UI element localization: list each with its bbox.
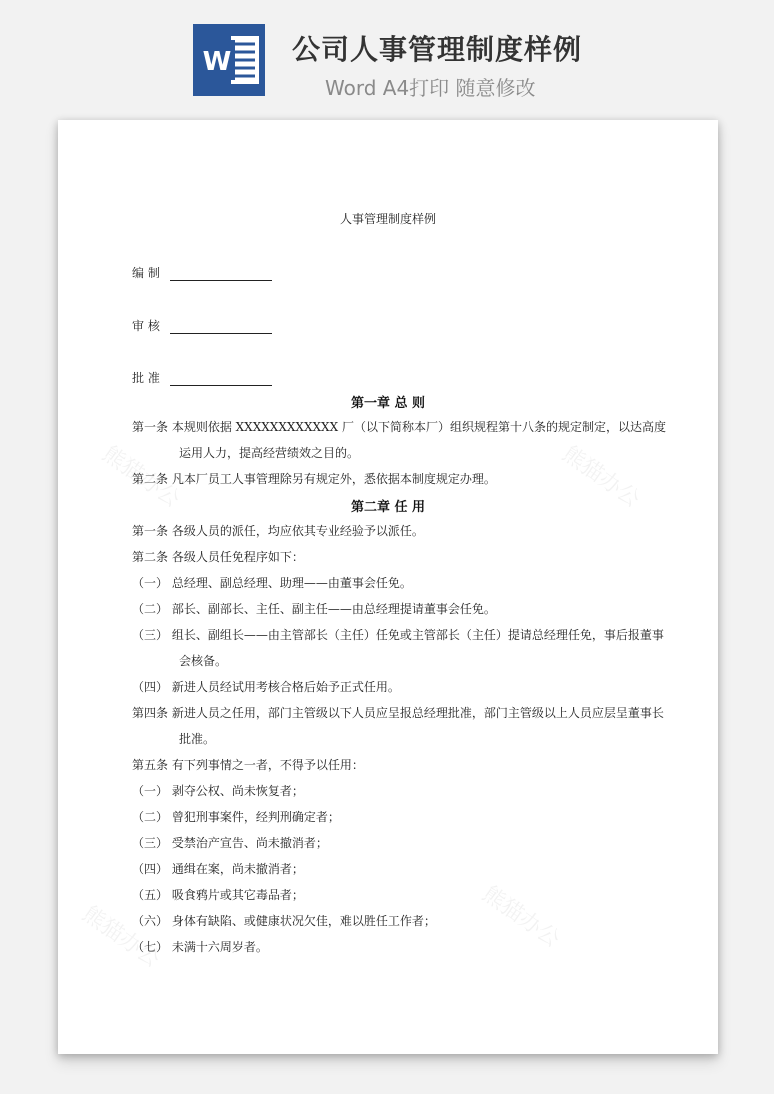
signature-label: 审 核 xyxy=(132,319,160,333)
paragraph-line: （二） 曾犯刑事案件，经判刑确定者； xyxy=(132,810,340,824)
signature-row-review xyxy=(132,317,272,334)
paragraph-line: 第五条 有下列事情之一者，不得予以任用： xyxy=(132,758,364,772)
paragraph-line: （二） 部长、副部长、主任、副主任——由总经理提请董事会任免。 xyxy=(132,602,496,616)
paragraph-line: 第一条 本规则依据 XXXXXXXXXXXX 厂（以下简称本厂）组织规程第十八条的规定制定，以达高度 xyxy=(132,420,666,434)
paragraph-line: 第四条 新进人员之任用，部门主管级以下人员应呈报总经理批准，部门主管级以上人员应层呈董事长 xyxy=(132,706,664,720)
watermark: 熊猫办公 xyxy=(97,441,185,513)
page-subtitle: Word A4打印 随意修改 xyxy=(325,76,536,100)
paragraph-line: 第二条 凡本厂员工人事管理除另有规定外，悉依据本制度规定办理。 xyxy=(132,472,496,486)
watermark: 熊猫办公 xyxy=(557,441,645,513)
paragraph-line: （四） 通缉在案，尚未撤消者； xyxy=(132,862,304,876)
watermark: 熊猫办公 xyxy=(477,881,565,953)
paragraph-line: 第一条 各级人员的派任，均应依其专业经验予以派任。 xyxy=(132,524,424,538)
paragraph-line: （三） 组长、副组长——由主管部长（主任）任免或主管部长（主任）提请总经理任免，事后报董事 xyxy=(132,628,664,642)
signature-line xyxy=(170,323,272,334)
signature-label: 批 准 xyxy=(132,371,160,385)
chapter-heading: 第二章 任 用 xyxy=(350,500,426,515)
signature-line xyxy=(170,270,272,281)
chapter-heading: 第一章 总 则 xyxy=(350,396,426,411)
signature-line xyxy=(170,375,272,386)
paragraph-line: 第二条 各级人员任免程序如下： xyxy=(132,550,304,564)
paragraph-line: （三） 受禁治产宣告、尚未撤消者； xyxy=(132,836,328,850)
paragraph-line: （六） 身体有缺陷、或健康状况欠佳，难以胜任工作者； xyxy=(132,914,436,928)
word-icon xyxy=(193,24,265,96)
paragraph-line: （五） 吸食鸦片或其它毒品者； xyxy=(132,888,304,902)
signature-label: 编 制 xyxy=(132,266,160,280)
paragraph-line: （一） 剥夺公权、尚未恢复者； xyxy=(132,784,304,798)
signature-row-compile xyxy=(132,264,272,281)
paragraph-line: （七） 未满十六周岁者。 xyxy=(132,940,268,954)
document-title: 人事管理制度样例 xyxy=(339,212,436,226)
header xyxy=(0,0,774,110)
document-page xyxy=(58,120,718,1054)
paragraph-line: （一） 总经理、副总经理、助理——由董事会任免。 xyxy=(132,576,412,590)
paragraph-line: 会核备。 xyxy=(179,654,228,668)
signature-row-approve xyxy=(132,369,272,386)
word-icon-letter: W xyxy=(202,47,232,77)
paragraph-line: 批准。 xyxy=(179,732,216,746)
paragraph-line: 运用人力，提高经营绩效之目的。 xyxy=(179,446,360,460)
page-title: 公司人事管理制度样例 xyxy=(292,33,583,66)
watermark: 熊猫办公 xyxy=(77,901,165,973)
paragraph-line: （四） 新进人员经试用考核合格后始予正式任用。 xyxy=(132,680,400,694)
